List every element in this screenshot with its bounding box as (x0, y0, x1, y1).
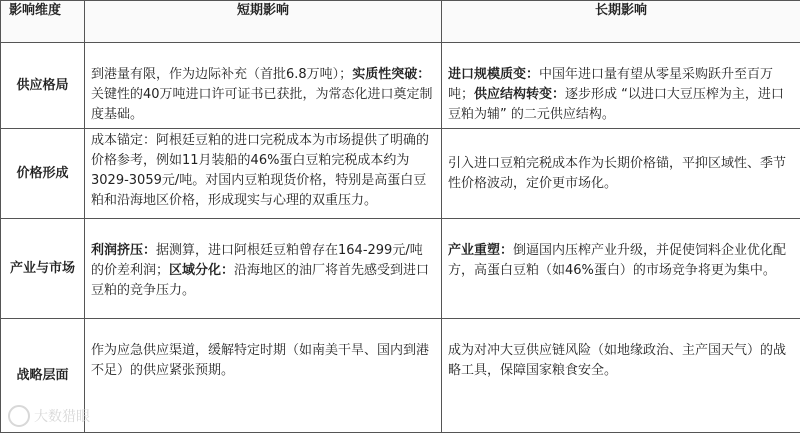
long-term-cell (442, 319, 800, 433)
row-dimension: 供应格局 (1, 43, 85, 129)
cell-text: 成本锚定：阿根廷豆粕的进口完税成本为市场提供了明确的价格参考，例如11月装船的46%蛋白豆粕完税成本约为3029-3059元/吨。对国内豆粕现货价格，特别是高蛋白豆粕和沿海地区价格，形成现实与心理的双重压力。 (91, 133, 430, 208)
keyword: 产业重塑： (448, 243, 514, 258)
table-row (1, 219, 800, 319)
long-term-cell (442, 219, 800, 319)
watermark-text: 大数猎眼 (34, 409, 90, 425)
cell-text: 倒逼国内压榨产业升级，并促使饲料企业优化配方，高蛋白豆粕（如46%蛋白）的市场竞争将更为集中。 (448, 243, 787, 278)
row-dimension: 价格形成 (1, 129, 85, 219)
table-row (1, 43, 800, 129)
watermark (8, 405, 90, 427)
long-term-cell (442, 43, 800, 129)
keyword: 区域分化： (169, 263, 235, 278)
long-term-cell (442, 129, 800, 219)
row-dimension: 战略层面 (1, 319, 85, 433)
cell-text: 据测算，进口阿根廷豆粕曾存在164-299元/吨的价差利润； (91, 243, 423, 278)
cell-text: 中国年进口量有望从零星采购跃升至百万吨； (448, 67, 774, 102)
cell-text: 引入进口豆粕完税成本作为长期价格锚，平抑区域性、季节性价格波动，定价更市场化。 (448, 155, 787, 191)
cell-text: 作为应急供应渠道，缓解特定时期（如南美干旱、国内到港不足）的供应紧张预期。 (91, 343, 430, 378)
short-term-cell (85, 219, 442, 319)
cell-text: 到港量有限，作为边际补充（首批6.8万吨）； (91, 67, 353, 82)
table-row (1, 129, 800, 219)
keyword: 进口规模质变： (448, 67, 540, 82)
row-dimension: 产业与市场 (1, 219, 85, 319)
keyword: 实质性突破： (352, 67, 431, 82)
cell-text: 逐步形成 “以进口大豆压榨为主，进口豆粕为辅” 的二元供应结构。 (448, 87, 784, 122)
header-dimension: 影响维度 (1, 1, 85, 43)
table-row (1, 319, 800, 433)
eye-logo-icon (8, 405, 30, 427)
table-header-row (1, 1, 800, 43)
cell-text: 成为对冲大豆供应链风险（如地缘政治、主产国天气）的战略工具，保障国家粮食安全。 (448, 343, 787, 378)
cell-text: 关键性的40万吨进口许可证书已获批，为常态化进口奠定制度基础。 (91, 87, 433, 122)
cell-text: 沿海地区的油厂将首先感受到进口豆粕的竞争压力。 (91, 263, 430, 298)
keyword: 供应结构转变： (474, 87, 566, 102)
header-short-term: 短期影响 (85, 1, 442, 43)
keyword: 利润挤压： (91, 243, 157, 258)
short-term-cell (85, 129, 442, 219)
header-long-term: 长期影响 (442, 1, 800, 43)
short-term-cell (85, 43, 442, 129)
short-term-cell (85, 319, 442, 433)
